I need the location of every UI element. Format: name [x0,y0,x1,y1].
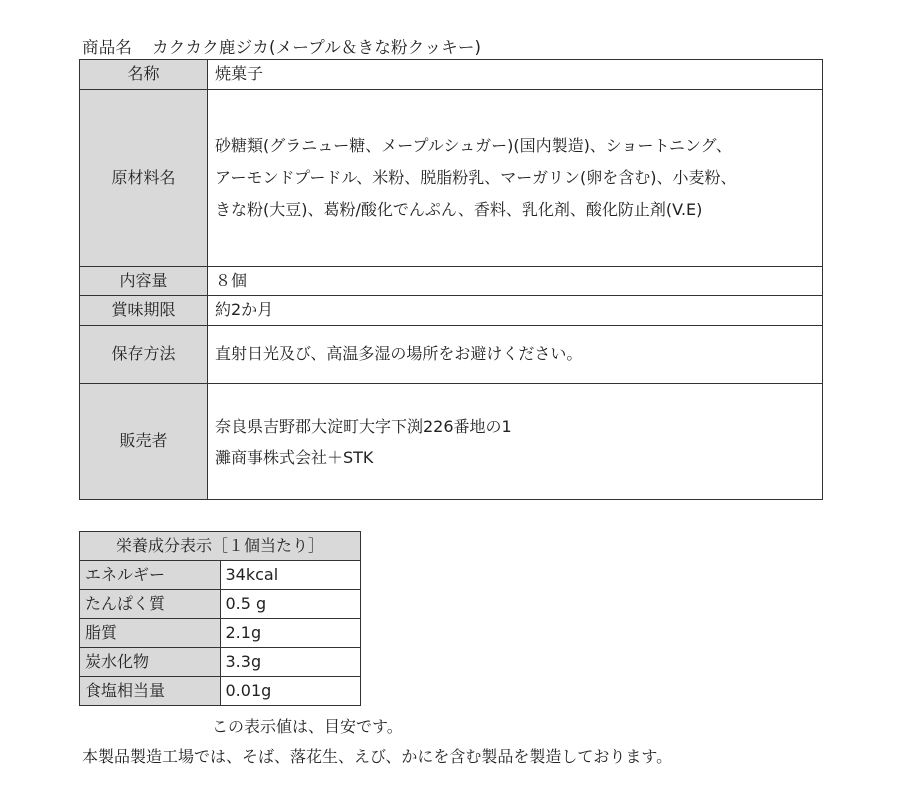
nutrition-value-fat: 2.1g [220,619,361,648]
nutrition-header: 栄養成分表示［１個当たり］ [80,532,361,561]
info-row-storage [80,326,823,384]
info-value-contents [208,267,823,296]
nutrition-row [80,648,361,677]
info-value-line: ８個 [215,270,248,290]
info-label-seller: 販売者 [80,384,208,500]
nutrition-header-row [80,532,361,561]
info-value-seller [208,384,823,500]
info-value-line: 直射日光及び、高温多湿の場所をお避けください。 [215,344,583,364]
nutrition-label-protein: たんぱく質 [80,590,221,619]
nutrition-row [80,619,361,648]
product-info-table [79,59,823,500]
info-label-ingredients: 原材料名 [80,90,208,267]
product-name-line [82,34,481,58]
nutrition-value-protein: 0.5 g [220,590,361,619]
product-name-value: カクカク鹿ジカ(メープル＆きな粉クッキー) [152,38,482,57]
info-value-name [208,60,823,90]
info-value-line: アーモンドプードル、米粉、脱脂粉乳、マーガリン(卵を含む)、小麦粉、 [215,168,737,187]
info-value-line: 約2か月 [215,300,274,320]
nutrition-row [80,561,361,590]
nutrition-label-carbohydrate: 炭水化物 [80,648,221,677]
info-value-line: 奈良県吉野郡大淀町大字下渕226番地の1 [215,416,512,436]
nutrition-value-carbohydrate: 3.3g [220,648,361,677]
nutrition-row [80,590,361,619]
info-row-expiry [80,296,823,326]
info-row-seller [80,384,823,500]
nutrition-facts-table [79,531,361,706]
info-label-contents: 内容量 [80,267,208,296]
info-row-contents [80,267,823,296]
info-value-line: 灘商事株式会社＋STK [215,447,374,467]
info-label-name: 名称 [80,60,208,90]
info-row-name [80,60,823,90]
nutrition-row [80,677,361,706]
info-value-expiry [208,296,823,326]
nutrition-value-energy: 34kcal [220,561,361,590]
nutrition-label-salt: 食塩相当量 [80,677,221,706]
info-value-line: きな粉(大豆)、葛粉/酸化でんぷん、香料、乳化剤、酸化防止剤(V.E) [215,200,703,219]
info-label-storage: 保存方法 [80,326,208,384]
info-label-expiry: 賞味期限 [80,296,208,326]
nutrition-note: この表示値は、目安です。 [212,717,403,736]
product-name-label: 商品名 [82,38,133,57]
info-row-ingredients [80,90,823,267]
nutrition-label-fat: 脂質 [80,619,221,648]
nutrition-label-energy: エネルギー [80,561,221,590]
info-value-line: 砂糖類(グラニュー糖、メープルシュガー)(国内製造)、ショートニング、 [215,136,732,155]
info-value-line: 焼菓子 [215,64,264,84]
info-value-storage [208,326,823,384]
allergen-note: 本製品製造工場では、そば、落花生、えび、かにを含む製品を製造しております。 [82,747,673,766]
info-value-ingredients [208,90,823,267]
nutrition-value-salt: 0.01g [220,677,361,706]
